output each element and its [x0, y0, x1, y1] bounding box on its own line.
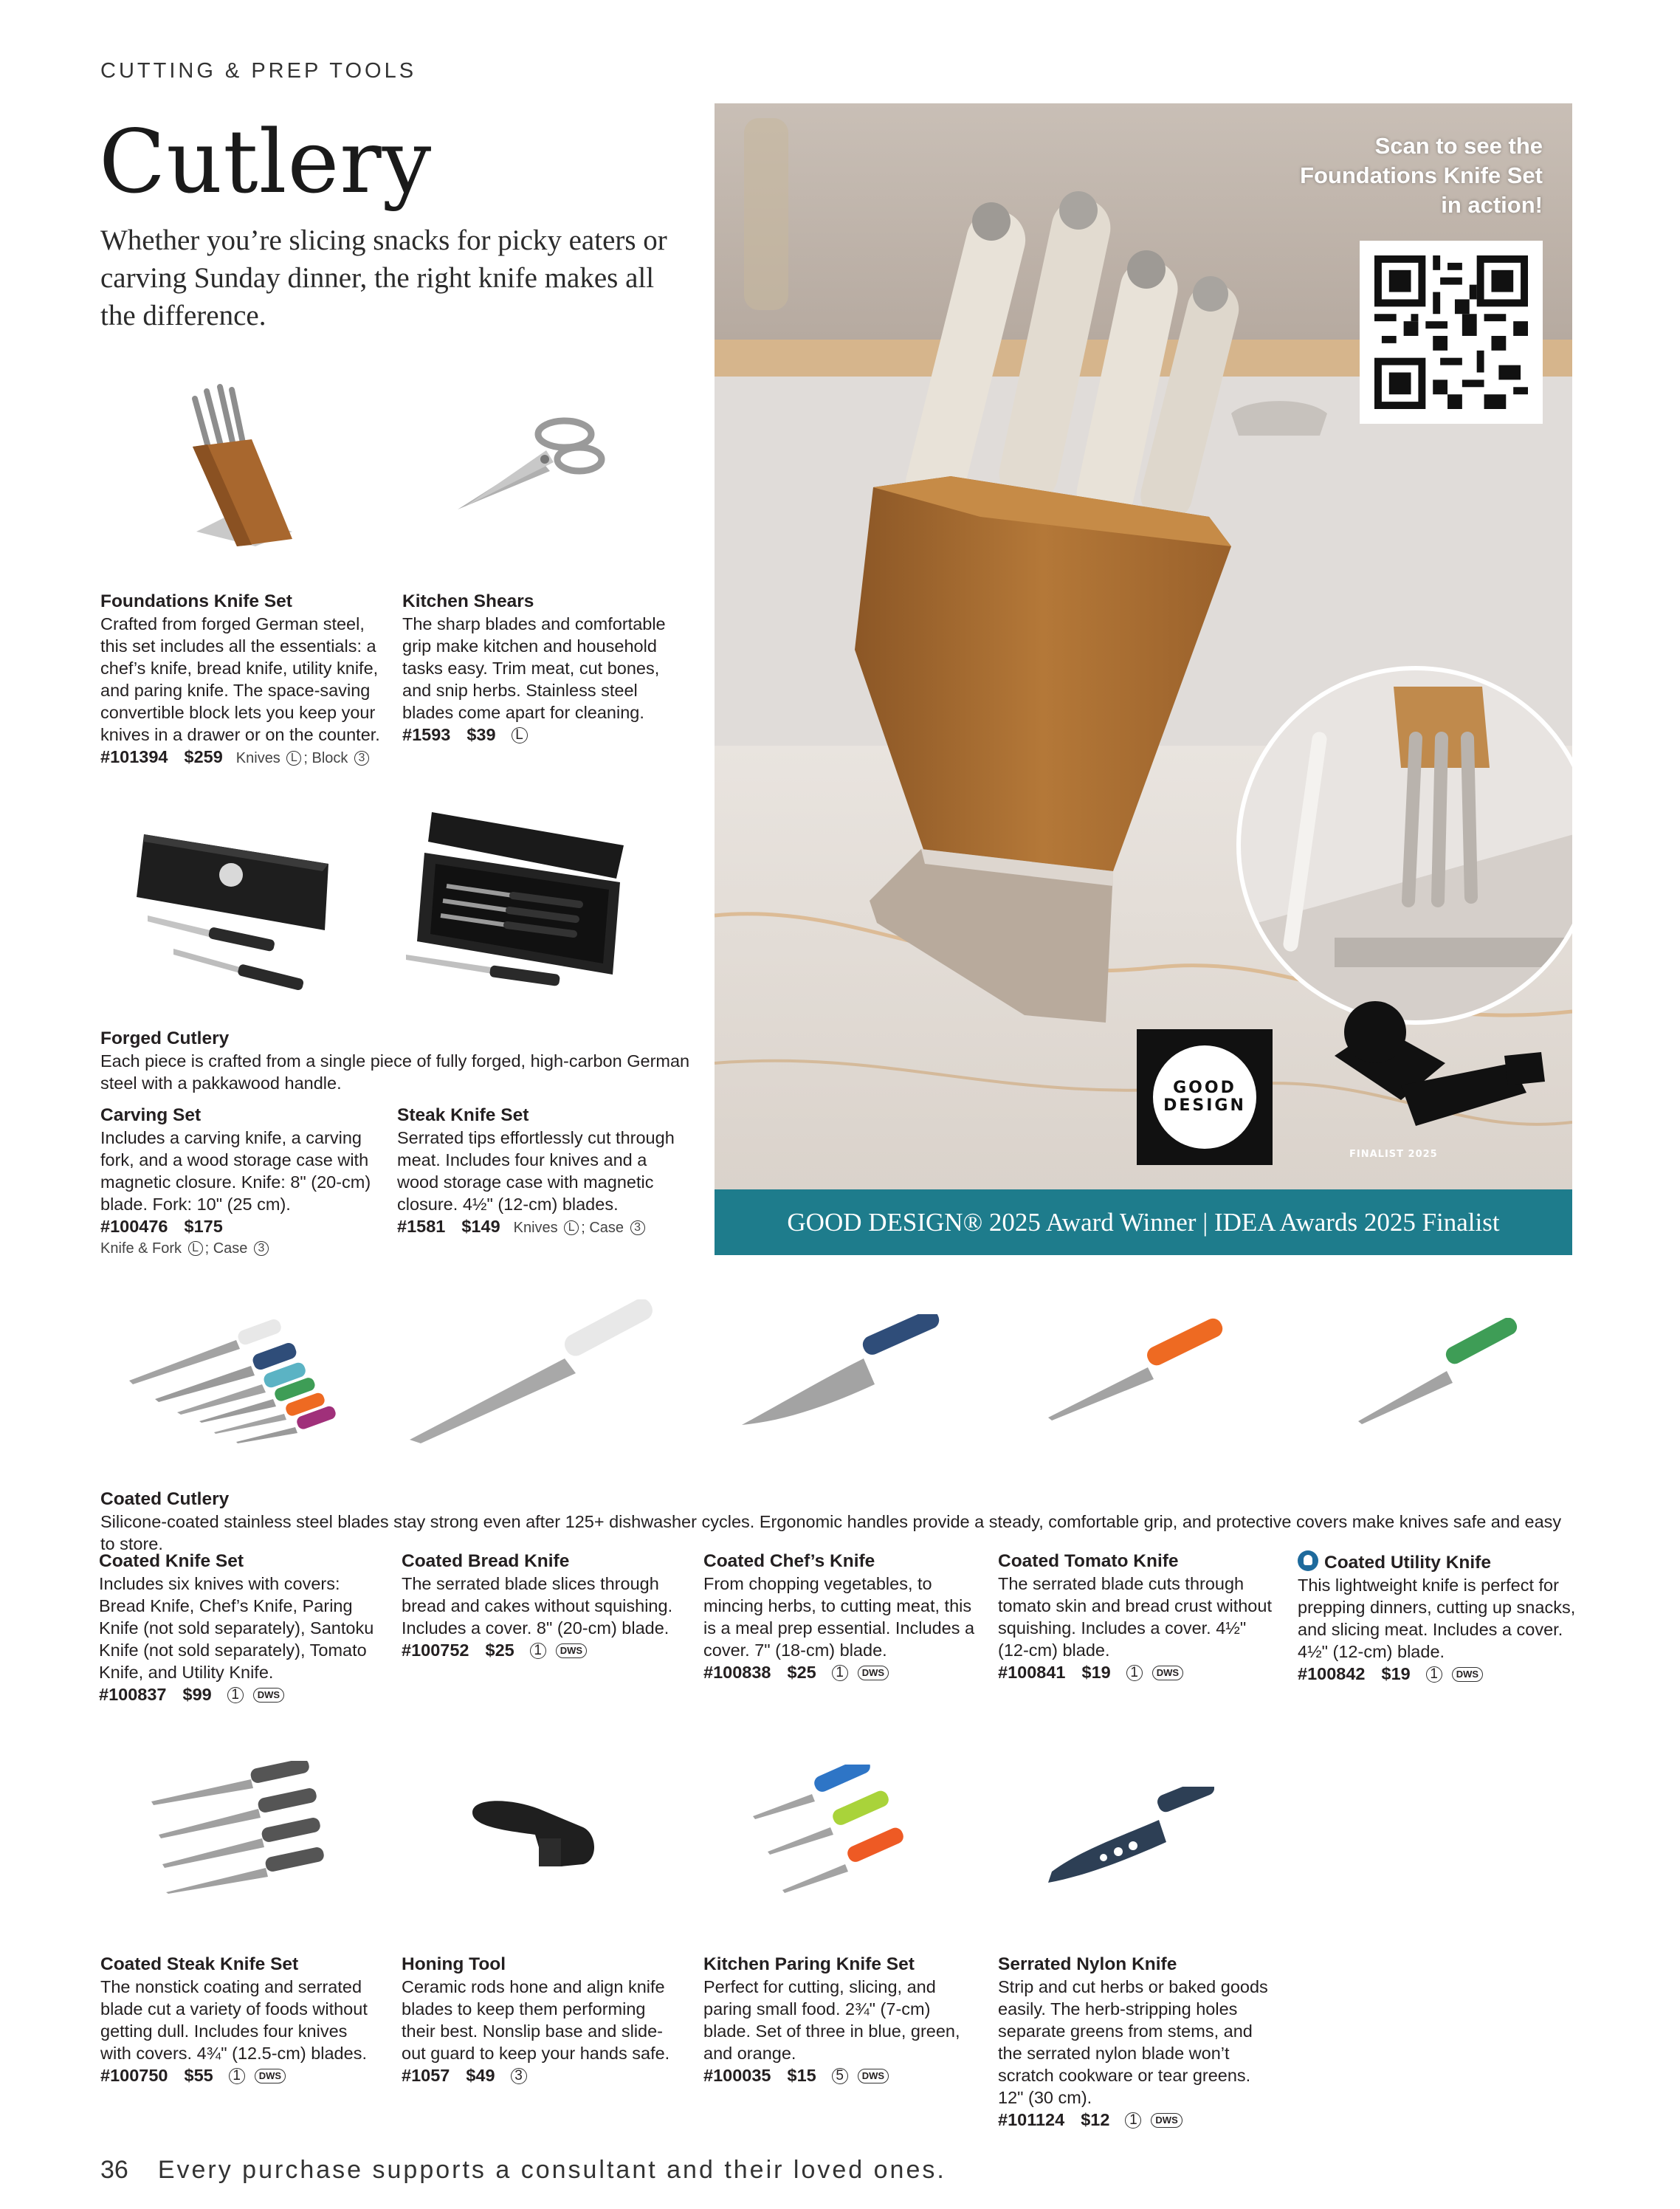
carving-set-image [129, 820, 336, 997]
product-description: The sharp blades and comfortable grip make kitchen and household tasks easy. Trim meat, cut bones, and snip herbs. Stainless steel blades come apart for cleaning. [402, 614, 666, 722]
product-name: Coated Bread Knife [402, 1551, 570, 1571]
product-description: Includes six knives with covers: Bread Knife, Chef’s Knife, Paring Knife (not sold separately), Santoku Knife (not sold separately), Tomato Knife, and Utility Knife. [99, 1574, 374, 1682]
product-sku: #100752 [402, 1641, 469, 1660]
warranty-years-icon: 1 [1125, 2112, 1141, 2129]
warranty-years-icon: 1 [227, 1687, 244, 1703]
product-sku: #101124 [998, 2110, 1065, 2129]
product-price: $12 [1081, 2110, 1110, 2129]
product-price-line [402, 1639, 682, 1661]
idea-finalist-label: FINALIST 2025 [1349, 1149, 1438, 1160]
warranty-years-icon: 1 [1426, 1666, 1442, 1683]
product-forged-cutlery [100, 1028, 691, 1094]
warranty-note: Knives [513, 1220, 558, 1236]
product-name: Kitchen Shears [402, 591, 534, 611]
product-description: Includes a carving knife, a carving fork, and a wood storage case with magnetic closure. Knife: 8" (20-cm) blade. Fork: 10" (25 cm). [100, 1128, 371, 1214]
product-price: $175 [184, 1217, 223, 1236]
product-name: Kitchen Paring Knife Set [703, 1954, 915, 1974]
lifetime-warranty-icon: L [564, 1220, 579, 1235]
warranty-years-icon: 3 [511, 2068, 527, 2084]
dishwasher-safe-icon: DWS [255, 2069, 286, 2083]
product-serrated-nylon-knife [998, 1954, 1278, 2131]
product-sku: #1057 [402, 2066, 450, 2085]
coated-utility-knife-image [1354, 1318, 1524, 1429]
kitchen-shears-image [450, 413, 613, 517]
product-honing-tool [402, 1954, 682, 2086]
product-carving-set [100, 1104, 381, 1260]
lifetime-warranty-icon: L [188, 1241, 203, 1256]
product-description: Perfect for cutting, slicing, and paring small food. 2¾" (7-cm) blade. Set of three in blue, green, and orange. [703, 1977, 960, 2063]
product-price-line [397, 1215, 678, 1239]
warranty-note: ; Block [303, 750, 348, 766]
coated-tomato-knife-image [1044, 1314, 1229, 1425]
product-price-line [99, 1683, 379, 1705]
product-description: Crafted from forged German steel, this set includes all the essentials: a chef’s knife, bread knife, utility knife, and paring knife. The space-saving convertible block lets you keep your knives in a drawer or on the counter. [100, 614, 380, 744]
product-kitchen-shears [402, 591, 675, 746]
product-sku: #101394 [100, 747, 168, 766]
product-price: $149 [461, 1217, 500, 1236]
product-price-line [703, 2064, 969, 2086]
coated-knife-set-image [125, 1310, 340, 1443]
product-price: $19 [1081, 1663, 1111, 1682]
product-coated-chefs-knife [703, 1550, 984, 1683]
foundations-feature-photo [715, 103, 1572, 1255]
product-description: The nonstick coating and serrated blade cut a variety of foods without getting dull. Includes four knives with covers. 4¾" (12.5-cm) blades. [100, 1977, 368, 2063]
product-price: $25 [485, 1641, 514, 1660]
product-coated-steak-knife-set [100, 1954, 381, 2086]
product-sku: #100837 [99, 1685, 167, 1704]
product-coated-bread-knife [402, 1550, 682, 1661]
warranty-note: Knife & Fork [100, 1240, 182, 1257]
product-name-line [1298, 1550, 1586, 1574]
product-description: Strip and cut herbs or baked goods easily. The herb-stripping holes separate greens from stems, and the serrated nylon blade won’t scratch cookware or tear greens. 12" (30 cm). [998, 1977, 1268, 2107]
warranty-years-icon: 1 [530, 1643, 546, 1659]
page-title: Cutlery [99, 111, 433, 213]
coated-chefs-knife-image [738, 1314, 945, 1432]
product-price-line [100, 2064, 381, 2086]
warranty-note: ; Case [581, 1220, 624, 1236]
steak-knife-set-image [402, 808, 631, 1000]
intro-text: Whether you’re slicing snacks for picky eaters or carving Sunday dinner, the right knife makes all the difference. [100, 224, 667, 331]
product-description: Ceramic rods hone and align knife blades to keep them performing their best. Nonslip base and slide-out guard to keep your hands safe. [402, 1977, 670, 2063]
product-description: The serrated blade cuts through tomato skin and bread crust without squishing. Includes a cover. 4½" (12-cm) blade. [998, 1574, 1272, 1660]
product-sku: #100035 [703, 2066, 771, 2085]
lifetime-warranty-icon: L [512, 727, 528, 743]
product-name: Coated Cutlery [100, 1489, 230, 1509]
product-name: Coated Utility Knife [1324, 1553, 1491, 1573]
product-sku: #100842 [1298, 1664, 1366, 1683]
coated-steak-knife-set-image [148, 1761, 325, 1894]
product-name: Forged Cutlery [100, 1028, 230, 1048]
product-price: $15 [787, 2066, 816, 2085]
warranty-years-icon: 1 [1126, 1665, 1143, 1681]
dishwasher-safe-icon: DWS [1452, 1667, 1483, 1682]
serrated-nylon-knife-image [1044, 1787, 1214, 1890]
coated-bread-knife-image [406, 1299, 657, 1447]
product-price-line [100, 1215, 381, 1237]
product-sku: #100838 [703, 1663, 771, 1682]
product-name: Coated Knife Set [99, 1551, 244, 1571]
qr-code[interactable] [1360, 241, 1543, 424]
product-description: Silicone-coated stainless steel blades stay strong even after 125+ dishwasher cycles. Ergonomic handles provide a steady, comfortable grip, and protective covers make knives safe and easy to store. [100, 1512, 1562, 1553]
award-banner: GOOD DESIGN® 2025 Award Winner | IDEA Awards 2025 Finalist [715, 1189, 1572, 1255]
product-description: From chopping vegetables, to mincing herbs, to cutting meat, this is a meal prep essential. Includes a cover. 7" (18-cm) blade. [703, 1574, 975, 1660]
product-name: Foundations Knife Set [100, 591, 292, 611]
product-price: $25 [787, 1663, 816, 1682]
product-description: This lightweight knife is perfect for prepping dinners, cutting up snacks, and slicing meat. Includes a cover. 4½" (12-cm) blade. [1298, 1576, 1576, 1661]
product-sku: #1593 [402, 725, 451, 744]
product-sku: #1581 [397, 1217, 446, 1236]
warranty-years-icon: 1 [832, 1665, 848, 1681]
section-label: CUTTING & PREP TOOLS [100, 59, 417, 83]
product-price-line [703, 1661, 984, 1683]
product-name: Coated Steak Knife Set [100, 1954, 299, 1974]
dishwasher-safe-icon: DWS [1152, 1666, 1183, 1680]
product-coated-knife-set [99, 1550, 379, 1705]
warranty-note: ; Case [204, 1240, 248, 1257]
lifetime-warranty-icon: L [286, 751, 301, 766]
dishwasher-safe-icon: DWS [858, 2069, 889, 2083]
product-price: $49 [466, 2066, 495, 2085]
product-price: $39 [467, 725, 496, 744]
product-price: $99 [182, 1685, 212, 1704]
product-name: Serrated Nylon Knife [998, 1954, 1177, 1974]
product-coated-cutlery [100, 1488, 1577, 1555]
product-name: Steak Knife Set [397, 1105, 529, 1125]
product-description: Each piece is crafted from a single piece of fully forged, high-carbon German steel with a pakkawood handle. [100, 1051, 690, 1093]
warranty-note: Knives [235, 750, 280, 766]
dishwasher-safe-icon: DWS [556, 1643, 587, 1658]
product-price-line [402, 2064, 682, 2086]
warranty-years-icon: 5 [832, 2068, 848, 2084]
product-name: Honing Tool [402, 1954, 506, 1974]
dishwasher-safe-icon: DWS [858, 1666, 889, 1680]
product-foundations-knife-set [100, 591, 396, 769]
product-coated-utility-knife [1298, 1550, 1586, 1685]
product-price-line [998, 1661, 1278, 1683]
footer-tagline: Every purchase supports a consultant and their loved ones. [157, 2156, 946, 2184]
page-number: 36 [100, 2156, 128, 2184]
product-description: Serrated tips effortlessly cut through meat. Includes four knives and a wood storage case with magnetic closure. 4½" (12-cm) blades. [397, 1128, 675, 1214]
product-price-line [402, 724, 675, 746]
scan-to-see-text: Scan to see the Foundations Knife Set in action! [1300, 133, 1543, 218]
kitchen-paring-knife-set-image [749, 1765, 904, 1897]
product-name: Coated Tomato Knife [998, 1551, 1179, 1571]
product-coated-tomato-knife [998, 1550, 1278, 1683]
product-price: $259 [184, 747, 223, 766]
dishwasher-safe-icon: DWS [253, 1688, 284, 1703]
page-footer [100, 2156, 946, 2185]
product-price: $55 [184, 2066, 213, 2085]
product-sku: #100750 [100, 2066, 168, 2085]
product-sku: #100841 [998, 1663, 1066, 1682]
product-price-line [998, 2109, 1278, 2131]
product-steak-knife-set [397, 1104, 678, 1239]
product-kitchen-paring-knife-set [703, 1954, 969, 2086]
new-product-icon [1298, 1550, 1318, 1571]
warranty-years-icon: 1 [229, 2068, 245, 2084]
warranty-years-icon: 3 [254, 1241, 269, 1256]
product-description: The serrated blade slices through bread and cakes without squishing. Includes a cover. 8" (20-cm) blade. [402, 1574, 673, 1638]
product-price-line [100, 746, 396, 769]
warranty-years-icon: 3 [630, 1220, 645, 1235]
warranty-years-icon: 3 [354, 751, 369, 766]
product-name: Carving Set [100, 1105, 202, 1125]
good-design-badge [1137, 1029, 1273, 1165]
warranty-line [100, 1237, 381, 1260]
product-sku: #100476 [100, 1217, 168, 1236]
dishwasher-safe-icon: DWS [1151, 2113, 1182, 2128]
good-design-logo: GOOD DESIGN [1153, 1045, 1256, 1149]
product-price: $19 [1381, 1664, 1411, 1683]
product-name: Coated Chef’s Knife [703, 1551, 875, 1571]
foundations-knife-set-image [182, 362, 307, 546]
honing-tool-image [465, 1794, 602, 1872]
product-price-line [1298, 1663, 1586, 1685]
